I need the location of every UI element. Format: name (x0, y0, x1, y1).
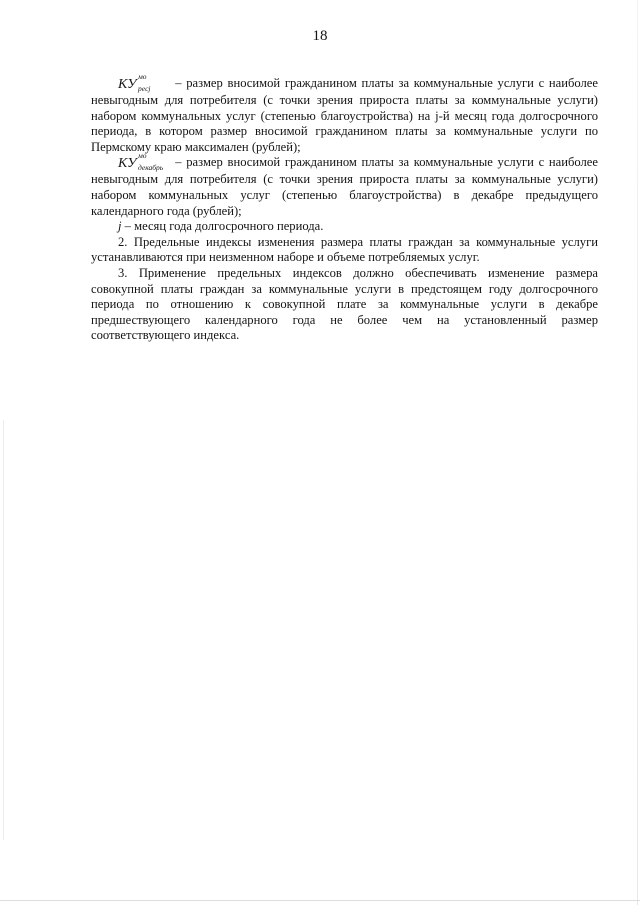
variable-j: j (118, 219, 122, 234)
definition-paragraph-ku-pec (91, 72, 598, 155)
formula-ku-december (118, 151, 171, 173)
definition-paragraph-ku-december (91, 151, 598, 219)
scan-edge-left (3, 420, 4, 840)
definition-paragraph-j (91, 219, 598, 235)
scan-edge-bottom (0, 900, 640, 901)
formula-ku-pec (118, 72, 171, 93)
formula-base: КУ (118, 156, 137, 172)
scan-edge-right (637, 0, 638, 905)
document-body (91, 72, 598, 344)
page-number: 18 (312, 28, 328, 44)
formula-superscript: мо (138, 72, 147, 81)
formula-subscript: pecj (138, 84, 151, 93)
clause-3-paragraph: 3. Применение предельных индексов должно обеспечивать изменение размера совокупной платы граждан за коммунальные услуги в предстоящем году долгосрочного периода по отношению к совокупной плате за коммунальные услуги в декабре предшествующего календарного года не более чем на установленный размер соответствующего индекса. (91, 265, 598, 343)
formula-subscript: декабрь (138, 163, 164, 173)
definition-text: – размер вносимой гражданином платы за коммунальные услуги с наиболее невыгодным для потребителя (с точки зрения прироста платы за коммунальные услуги) набором коммунальных услуг (степенью благоустройства) в декабре предыдущего календарного года (рублей); (91, 155, 598, 218)
clause-2-paragraph: 2. Предельные индексы изменения размера платы граждан за коммунальные услуги устанавливаются при неизменном наборе и объеме потребляемых услуг. (91, 234, 598, 265)
definition-text: – месяц года долгосрочного периода. (121, 219, 324, 234)
formula-superscript: мо (138, 151, 147, 161)
formula-base: КУ (118, 77, 137, 92)
definition-text: – размер вносимой гражданином платы за коммунальные услуги с наиболее невыгодным для потребителя (с точки зрения прироста платы за коммунальные услуги) набором коммунальных услуг (степенью благоустройства) на j-й месяц года долгосрочного периода, в котором размер вносимой гражданином платы за коммунальные услуги по Пермскому краю максимален (рублей); (91, 76, 598, 154)
